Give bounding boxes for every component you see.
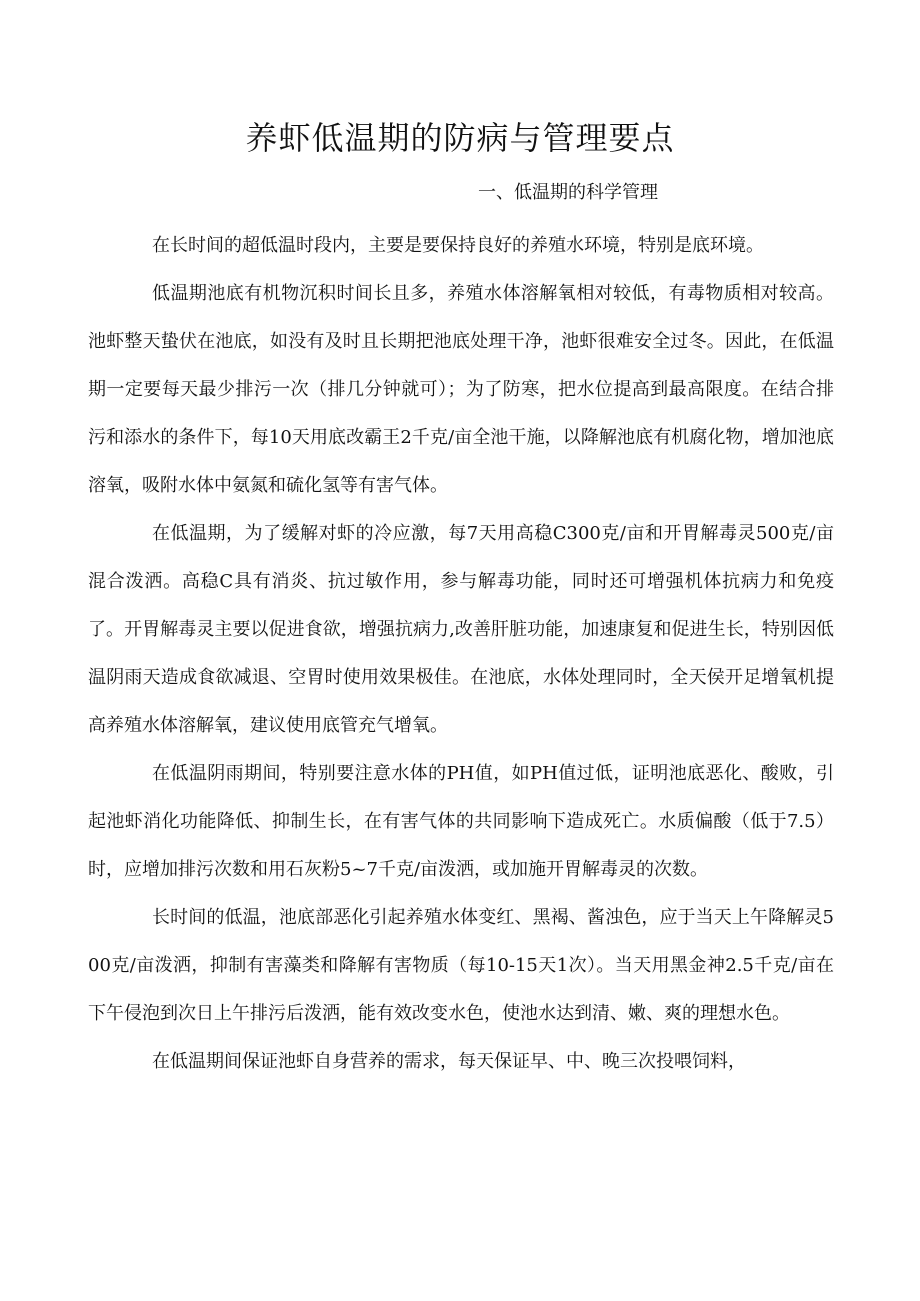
paragraph: 长时间的低温，池底部恶化引起养殖水体变红、黑褐、酱浊色，应于当天上午降解灵500克/亩泼洒，抑制有害藻类和降解有害物质（每10-15天1次）。当天用黑金神2.5千克/亩在下午侵泡到次日上午排污后泼洒，能有效改变水色，使池水达到清、嫩、爽的理想水色。 — [88, 907, 834, 1024]
paragraph: 低温期池底有机物沉积时间长且多，养殖水体溶解氧相对较低，有毒物质相对较高。池虾整天蛰伏在池底，如没有及时且长期把池底处理干净，池虾很难安全过冬。因此，在低温期一定要每天最少排污一次（排几分钟就可）；为了防寒，把水位提高到最高限度。在结合排污和添水的条件下，每10天用底改霸王2千克/亩全池干施，以降解池底有机腐化物，增加池底溶氧，吸附水体中氨氮和硫化氢等有害气体。 — [88, 283, 834, 496]
section-heading: 一、低温期的科学管理 — [478, 182, 658, 203]
document-title: 养虾低温期的防病与管理要点 — [245, 119, 675, 157]
paragraph: 在低温期，为了缓解对虾的冷应激，每7天用高稳C300克/亩和开胃解毒灵500克/亩混合泼洒。高稳C具有消炎、抗过敏作用，参与解毒功能，同时还可增强机体抗病力和免疫了。开胃解毒灵主要以促进食欲，增强抗病力,改善肝脏功能，加速康复和促进生长，特别因低温阴雨天造成食欲减退、空胃时使用效果极佳。在池底，水体处理同时，全天侯开足增氧机提高养殖水体溶解氧，建议使用底管充气增氧。 — [88, 523, 834, 736]
document-body — [88, 222, 834, 1086]
paragraph: 在长时间的超低温时段内，主要是要保持良好的养殖水环境，特别是底环境。 — [152, 235, 764, 256]
paragraph: 在低温期间保证池虾自身营养的需求，每天保证早、中、晚三次投喂饲料， — [152, 1051, 746, 1072]
paragraph: 在低温阴雨期间，特别要注意水体的PH值，如PH值过低，证明池底恶化、酸败，引起池虾消化功能降低、抑制生长，在有害气体的共同影响下造成死亡。水质偏酸（低于7.5）时，应增加排污次数和用石灰粉5~7千克/亩泼洒，或加施开胃解毒灵的次数。 — [88, 763, 834, 880]
